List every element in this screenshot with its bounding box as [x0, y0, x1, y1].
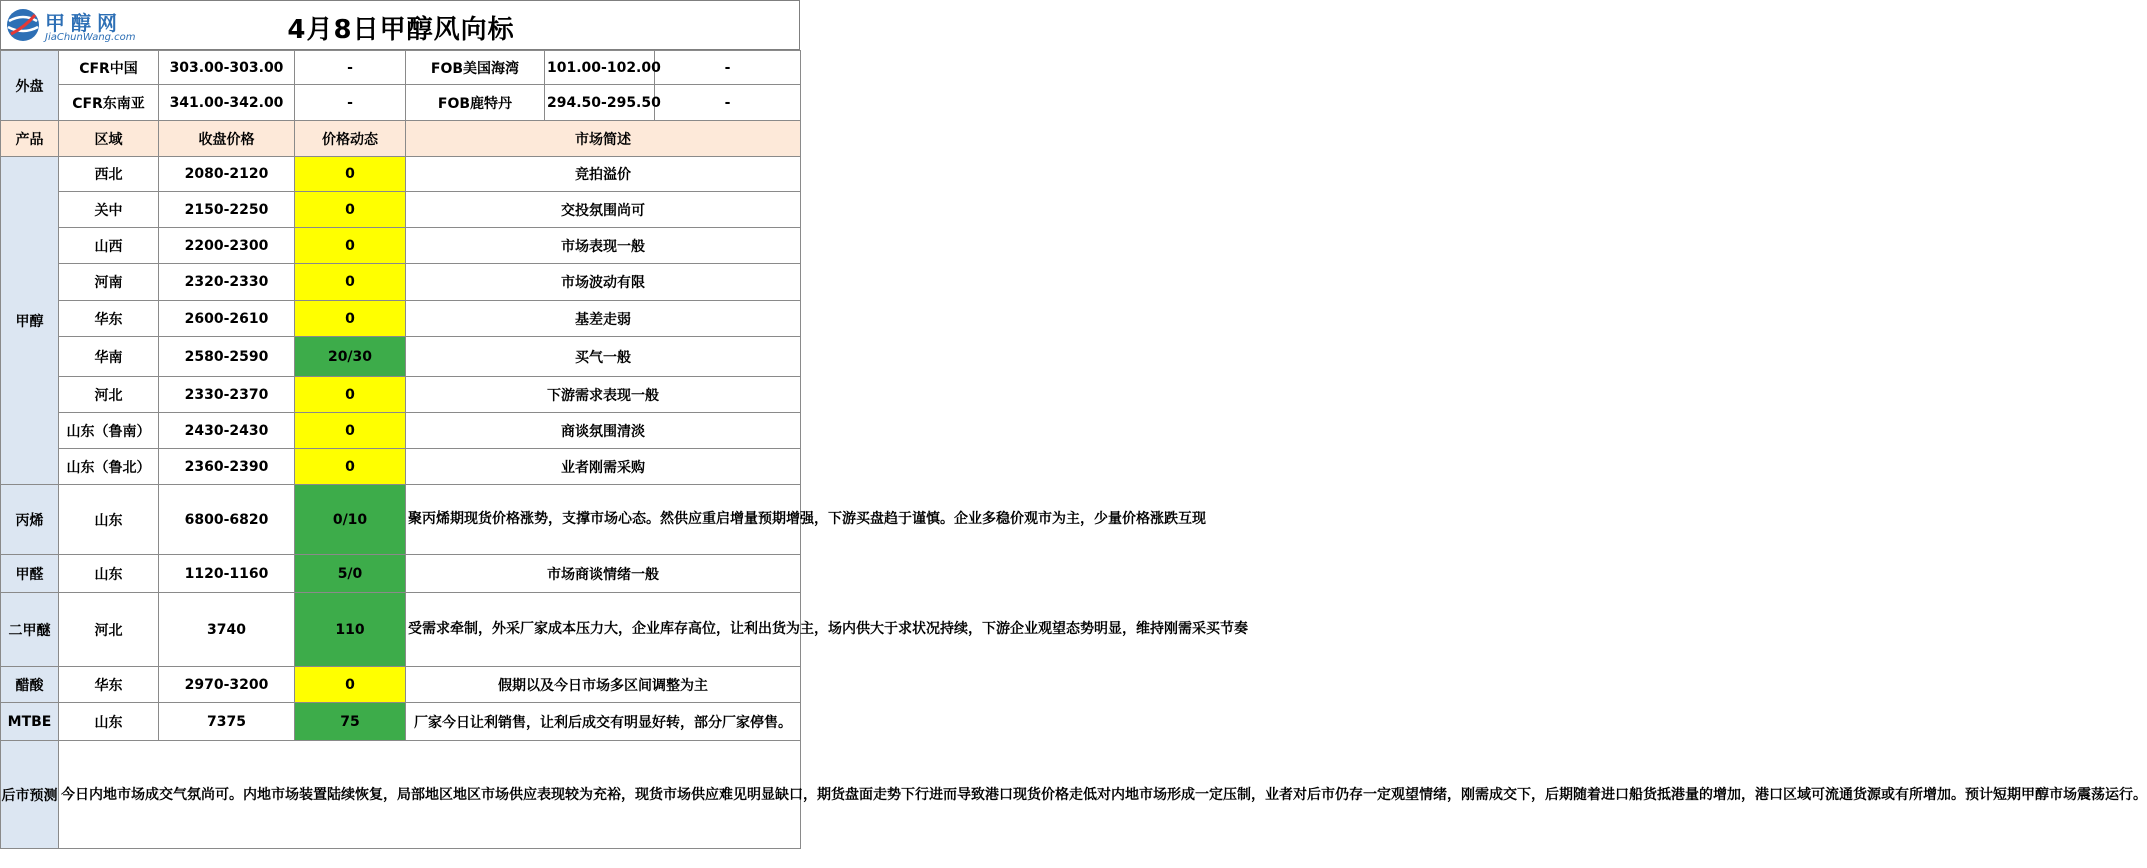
- desc-cell: 市场波动有限: [406, 264, 801, 301]
- region-cell: 河南: [59, 264, 159, 301]
- region-cell: 山东: [59, 485, 159, 555]
- region-cell: 华东: [59, 667, 159, 703]
- outer-name: CFR中国: [59, 51, 159, 85]
- desc-cell: 交投氛围尚可: [406, 192, 801, 228]
- desc-cell: 厂家今日让利销售，让利后成交有明显好转，部分厂家停售。: [406, 703, 801, 741]
- product-cell: 丙烯: [1, 485, 59, 555]
- table-row: [1, 377, 801, 413]
- product-cell: 甲醛: [1, 555, 59, 593]
- change-cell: 20/30: [295, 337, 406, 377]
- col-region: 区域: [59, 121, 159, 157]
- logo: [5, 5, 135, 47]
- product-cell: 醋酸: [1, 667, 59, 703]
- price-cell: 3740: [159, 593, 295, 667]
- change-cell: 75: [295, 703, 406, 741]
- desc-cell: 业者刚需采购: [406, 449, 801, 485]
- table-row: [1, 593, 801, 667]
- change-cell: 0/10: [295, 485, 406, 555]
- region-cell: 河北: [59, 377, 159, 413]
- change-cell: 0: [295, 413, 406, 449]
- change-cell: 0: [295, 192, 406, 228]
- price-cell: 7375: [159, 703, 295, 741]
- outer-row: [1, 51, 801, 85]
- desc-cell: 竞拍溢价: [406, 157, 801, 192]
- change-cell: 0: [295, 667, 406, 703]
- outer-change: -: [655, 85, 801, 121]
- globe-icon: [5, 7, 41, 43]
- price-table: [0, 50, 2147, 849]
- logo-url: JiaChunWang.com: [45, 32, 136, 43]
- change-cell: 5/0: [295, 555, 406, 593]
- region-cell: 河北: [59, 593, 159, 667]
- region-cell: 山东（鲁北）: [59, 449, 159, 485]
- outer-name: FOB鹿特丹: [406, 85, 545, 121]
- region-cell: 华东: [59, 301, 159, 337]
- price-cell: 2970-3200: [159, 667, 295, 703]
- table-row: [1, 192, 801, 228]
- price-cell: 2430-2430: [159, 413, 295, 449]
- forecast-label: 后市预测: [1, 741, 59, 849]
- table-row: [1, 703, 801, 741]
- outer-change: -: [295, 51, 406, 85]
- price-cell: 2320-2330: [159, 264, 295, 301]
- page-title: 4月8日甲醇风向标: [287, 15, 515, 45]
- outer-name: FOB美国海湾: [406, 51, 545, 85]
- outer-price: 101.00-102.00: [545, 51, 655, 85]
- price-cell: 1120-1160: [159, 555, 295, 593]
- region-cell: 山东: [59, 555, 159, 593]
- product-cell: MTBE: [1, 703, 59, 741]
- outer-row: [1, 85, 801, 121]
- column-header-row: [1, 121, 801, 157]
- change-cell: 0: [295, 157, 406, 192]
- table-row: [1, 555, 801, 593]
- change-cell: 110: [295, 593, 406, 667]
- product-cell: 二甲醚: [1, 593, 59, 667]
- change-cell: 0: [295, 228, 406, 264]
- table-row: [1, 157, 801, 192]
- col-price-change: 价格动态: [295, 121, 406, 157]
- change-cell: 0: [295, 264, 406, 301]
- header: [0, 0, 800, 50]
- change-cell: 0: [295, 449, 406, 485]
- logo-text: 甲醇网: [45, 11, 123, 35]
- region-cell: 关中: [59, 192, 159, 228]
- table-row: [1, 228, 801, 264]
- price-cell: 2580-2590: [159, 337, 295, 377]
- desc-cell: 市场商谈情绪一般: [406, 555, 801, 593]
- table-row: [1, 667, 801, 703]
- outer-market-label: 外盘: [1, 51, 59, 121]
- desc-cell: 商谈氛围清淡: [406, 413, 801, 449]
- col-close-price: 收盘价格: [159, 121, 295, 157]
- price-cell: 2600-2610: [159, 301, 295, 337]
- price-cell: 2330-2370: [159, 377, 295, 413]
- desc-cell: 受需求牵制，外采厂家成本压力大，企业库存高位，让利出货为主，场内供大于求状况持续，下游企业观望态势明显，维持刚需采买节奏: [406, 593, 801, 667]
- price-cell: 2360-2390: [159, 449, 295, 485]
- forecast-row: [1, 741, 801, 849]
- region-cell: 山西: [59, 228, 159, 264]
- price-cell: 2080-2120: [159, 157, 295, 192]
- desc-cell: 假期以及今日市场多区间调整为主: [406, 667, 801, 703]
- table-row: [1, 413, 801, 449]
- desc-cell: 市场表现一般: [406, 228, 801, 264]
- outer-name: CFR东南亚: [59, 85, 159, 121]
- desc-cell: 聚丙烯期现货价格涨势，支撑市场心态。然供应重启增量预期增强，下游买盘趋于谨慎。企业多稳价观市为主，少量价格涨跌互现: [406, 485, 801, 555]
- col-summary: 市场简述: [406, 121, 801, 157]
- table-row: [1, 264, 801, 301]
- table-row: [1, 337, 801, 377]
- forecast-text: 今日内地市场成交气氛尚可。内地市场装置陆续恢复，局部地区地区市场供应表现较为充裕，现货市场供应难见明显缺口，期货盘面走势下行进而导致港口现货价格走低对内地市场形成一定压制，业者对后市仍存一定观望情绪，刚需成交下，后期随着进口船货抵港量的增加，港口区域可流通货源或有所增加。预计短期甲醇市场震荡运行。: [59, 741, 801, 849]
- table-row: [1, 449, 801, 485]
- change-cell: 0: [295, 377, 406, 413]
- outer-price: 303.00-303.00: [159, 51, 295, 85]
- region-cell: 山东: [59, 703, 159, 741]
- desc-cell: 买气一般: [406, 337, 801, 377]
- outer-change: -: [295, 85, 406, 121]
- price-cell: 2150-2250: [159, 192, 295, 228]
- table-row: [1, 485, 801, 555]
- change-cell: 0: [295, 301, 406, 337]
- product-methanol: 甲醇: [1, 157, 59, 485]
- price-cell: 6800-6820: [159, 485, 295, 555]
- outer-price: 294.50-295.50: [545, 85, 655, 121]
- region-cell: 山东（鲁南）: [59, 413, 159, 449]
- table-row: [1, 301, 801, 337]
- region-cell: 华南: [59, 337, 159, 377]
- outer-price: 341.00-342.00: [159, 85, 295, 121]
- desc-cell: 基差走弱: [406, 301, 801, 337]
- outer-change: -: [655, 51, 801, 85]
- region-cell: 西北: [59, 157, 159, 192]
- desc-cell: 下游需求表现一般: [406, 377, 801, 413]
- price-cell: 2200-2300: [159, 228, 295, 264]
- col-product: 产品: [1, 121, 59, 157]
